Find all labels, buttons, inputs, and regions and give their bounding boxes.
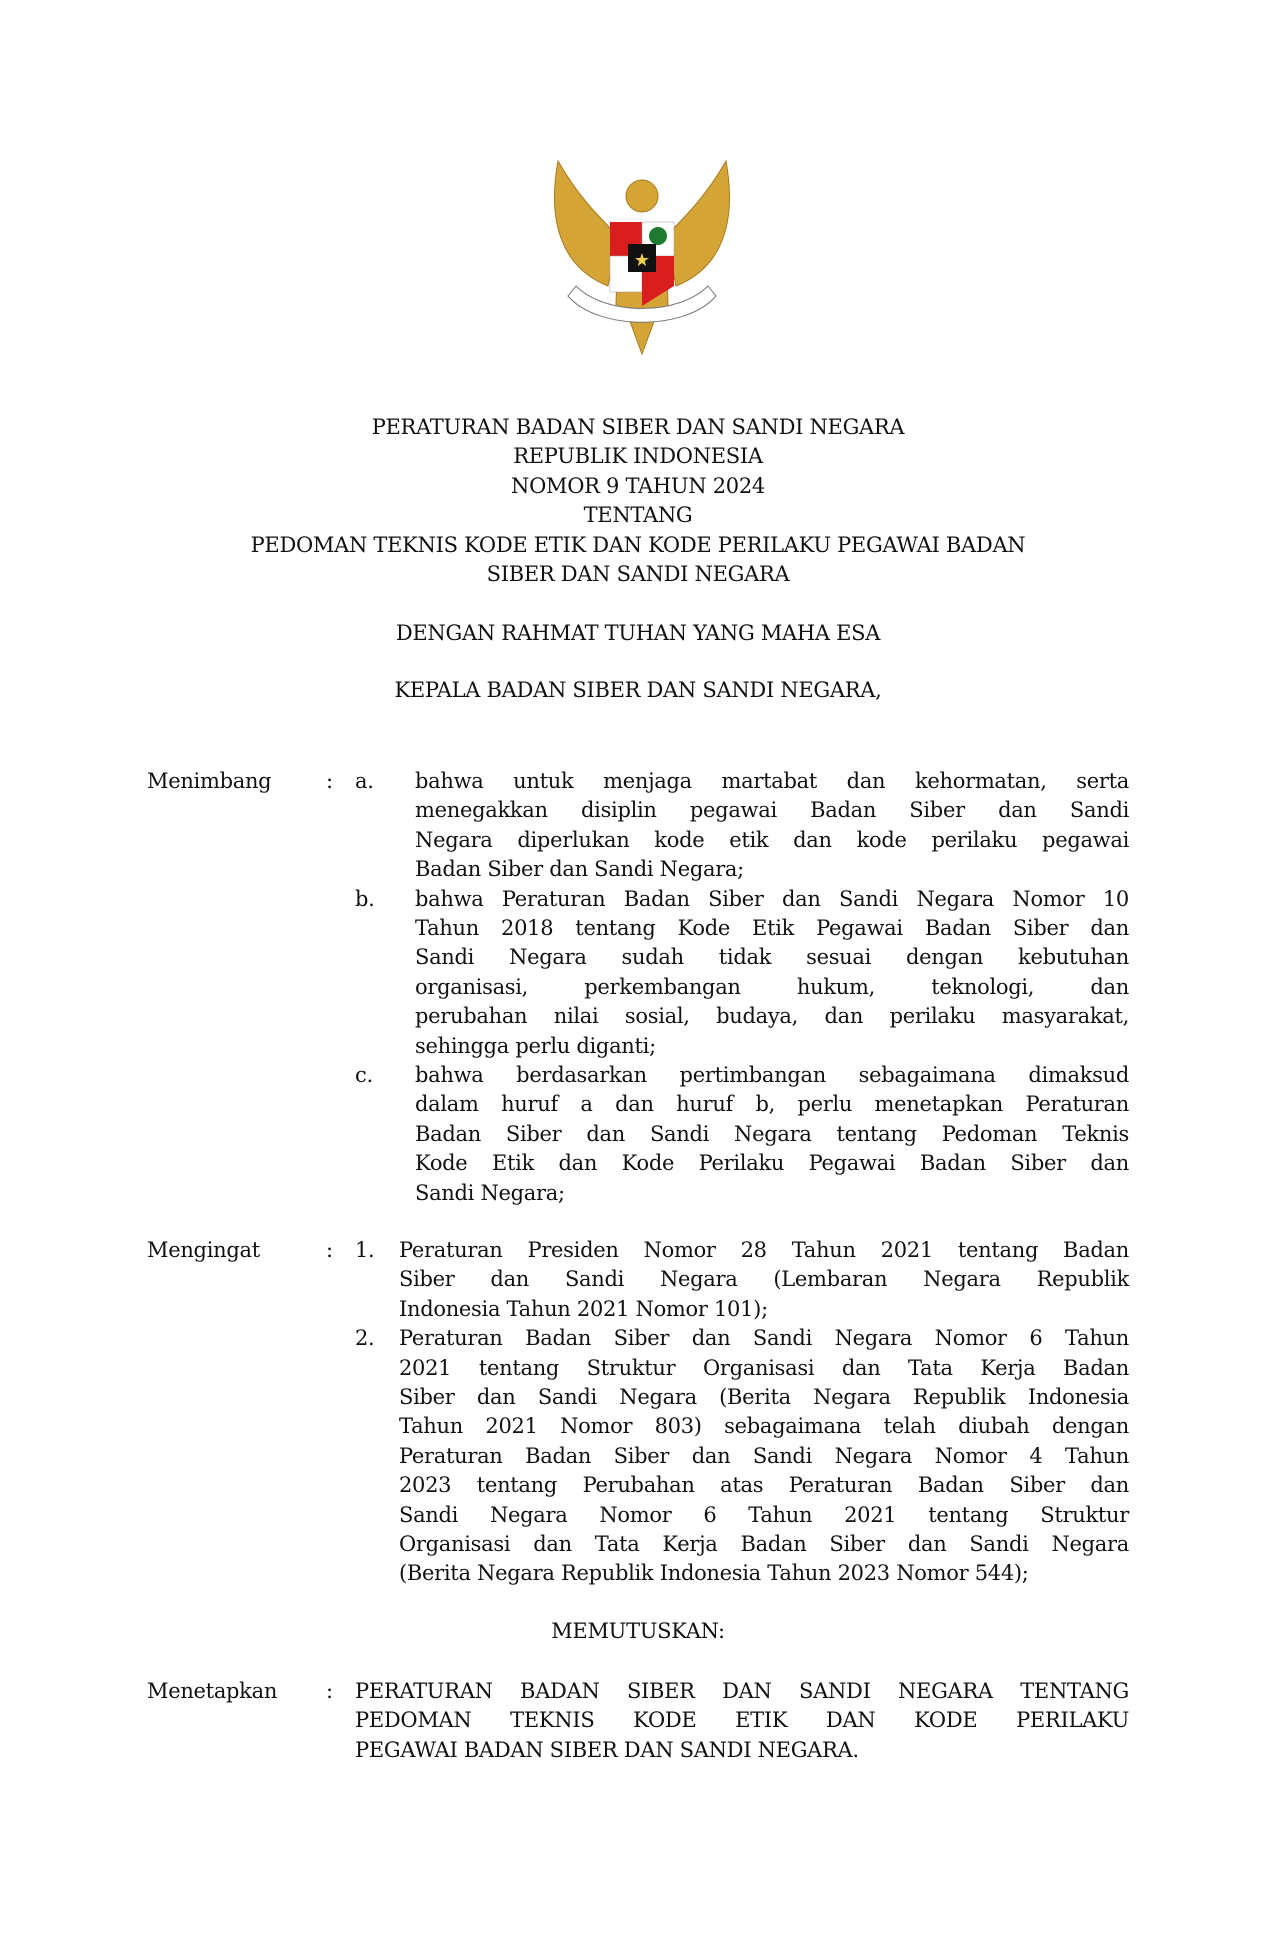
menetapkan-line: PEDOMAN TEKNIS KODE ETIK DAN KODE PERILAKU	[355, 1708, 1129, 1733]
mengingat-item-line: Indonesia Tahun 2021 Nomor 101);	[399, 1296, 768, 1321]
menimbang-item-line: Negara diperlukan kode etik dan kode perilaku pegawai	[415, 827, 1129, 852]
invocation: DENGAN RAHMAT TUHAN YANG MAHA ESA	[395, 621, 881, 645]
mengingat-item-line: Organisasi dan Tata Kerja Badan Siber dan Sandi Negara	[399, 1532, 1129, 1556]
mengingat-item-line: Tahun 2021 Nomor 803) sebagaimana telah diubah dengan	[399, 1414, 1129, 1439]
mengingat-colon: :	[326, 1238, 333, 1262]
menimbang-item-line: Kode Etik dan Kode Perilaku Pegawai Badan Siber dan	[415, 1151, 1129, 1176]
mengingat-item-line: 2021 tentang Struktur Organisasi dan Tata Kerja Badan	[399, 1355, 1129, 1380]
menimbang-item-line: dalam huruf a dan huruf b, perlu menetapkan Peraturan	[415, 1092, 1129, 1117]
svg-text:★: ★	[633, 250, 651, 271]
mengingat-item-line: (Berita Negara Republik Indonesia Tahun 2023 Nomor 544);	[399, 1561, 1029, 1586]
mengingat-item-line: Peraturan Badan Siber dan Sandi Negara Nomor 6 Tahun	[399, 1326, 1129, 1351]
mengingat-label: Mengingat	[147, 1238, 260, 1262]
mengingat-item-line: Siber dan Sandi Negara (Lembaran Negara Republik	[399, 1267, 1129, 1292]
menimbang-colon: :	[326, 769, 333, 793]
menimbang-item-line: bahwa berdasarkan pertimbangan sebagaimana dimaksud	[415, 1063, 1129, 1087]
menimbang-item-line: Badan Siber dan Sandi Negara tentang Pedoman Teknis	[415, 1121, 1129, 1146]
menimbang-item-line: sehingga perlu diganti;	[415, 1033, 656, 1058]
memutuskan-heading: MEMUTUSKAN:	[551, 1619, 725, 1643]
menimbang-item-line: menegakkan disiplin pegawai Badan Siber dan Sandi	[415, 798, 1129, 823]
menimbang-item-line: organisasi, perkembangan hukum, teknologi, dan	[415, 974, 1129, 999]
mengingat-item-line: Peraturan Presiden Nomor 28 Tahun 2021 tentang Badan	[399, 1238, 1129, 1262]
menimbang-item-marker: c.	[355, 1063, 373, 1087]
mengingat-item-line: Siber dan Sandi Negara (Berita Negara Republik Indonesia	[399, 1385, 1129, 1409]
menetapkan-colon: :	[326, 1679, 333, 1703]
official-title: KEPALA BADAN SIBER DAN SANDI NEGARA,	[394, 678, 882, 702]
title-line: PEDOMAN TEKNIS KODE ETIK DAN KODE PERILAKU PEGAWAI BADAN	[250, 532, 1026, 557]
menetapkan-line: PEGAWAI BADAN SIBER DAN SANDI NEGARA.	[355, 1737, 859, 1762]
menimbang-item-line: Sandi Negara;	[415, 1180, 565, 1205]
title-line: PERATURAN BADAN SIBER DAN SANDI NEGARA	[371, 415, 905, 439]
menimbang-label: Menimbang	[147, 769, 272, 793]
menetapkan-label: Menetapkan	[147, 1679, 278, 1703]
title-line: TENTANG	[583, 503, 693, 528]
menimbang-item-line: Badan Siber dan Sandi Negara;	[415, 857, 744, 882]
garuda-pancasila-emblem	[548, 156, 736, 356]
title-line: NOMOR 9 TAHUN 2024	[511, 473, 765, 498]
menimbang-item-line: Tahun 2018 tentang Kode Etik Pegawai Badan Siber dan	[415, 916, 1129, 940]
mengingat-item-marker: 2.	[355, 1326, 375, 1351]
menimbang-item-line: bahwa Peraturan Badan Siber dan Sandi Negara Nomor 10	[415, 886, 1129, 911]
title-line: SIBER DAN SANDI NEGARA	[486, 561, 790, 586]
menetapkan-line: PERATURAN BADAN SIBER DAN SANDI NEGARA TENTANG	[355, 1679, 1129, 1703]
menimbang-item-marker: a.	[355, 769, 374, 793]
menimbang-item-line: Sandi Negara sudah tidak sesuai dengan kebutuhan	[415, 945, 1129, 970]
title-line: REPUBLIK INDONESIA	[513, 444, 763, 469]
menimbang-item-line: perubahan nilai sosial, budaya, dan perilaku masyarakat,	[415, 1004, 1129, 1029]
mengingat-item-line: Sandi Negara Nomor 6 Tahun 2021 tentang Struktur	[399, 1502, 1129, 1527]
mengingat-item-line: 2023 tentang Perubahan atas Peraturan Badan Siber dan	[399, 1473, 1129, 1498]
mengingat-item-line: Peraturan Badan Siber dan Sandi Negara Nomor 4 Tahun	[399, 1443, 1129, 1468]
mengingat-item-marker: 1.	[355, 1238, 375, 1262]
menimbang-item-line: bahwa untuk menjaga martabat dan kehormatan, serta	[415, 769, 1129, 793]
menimbang-item-marker: b.	[355, 886, 375, 911]
regulation-title	[0, 413, 1276, 589]
